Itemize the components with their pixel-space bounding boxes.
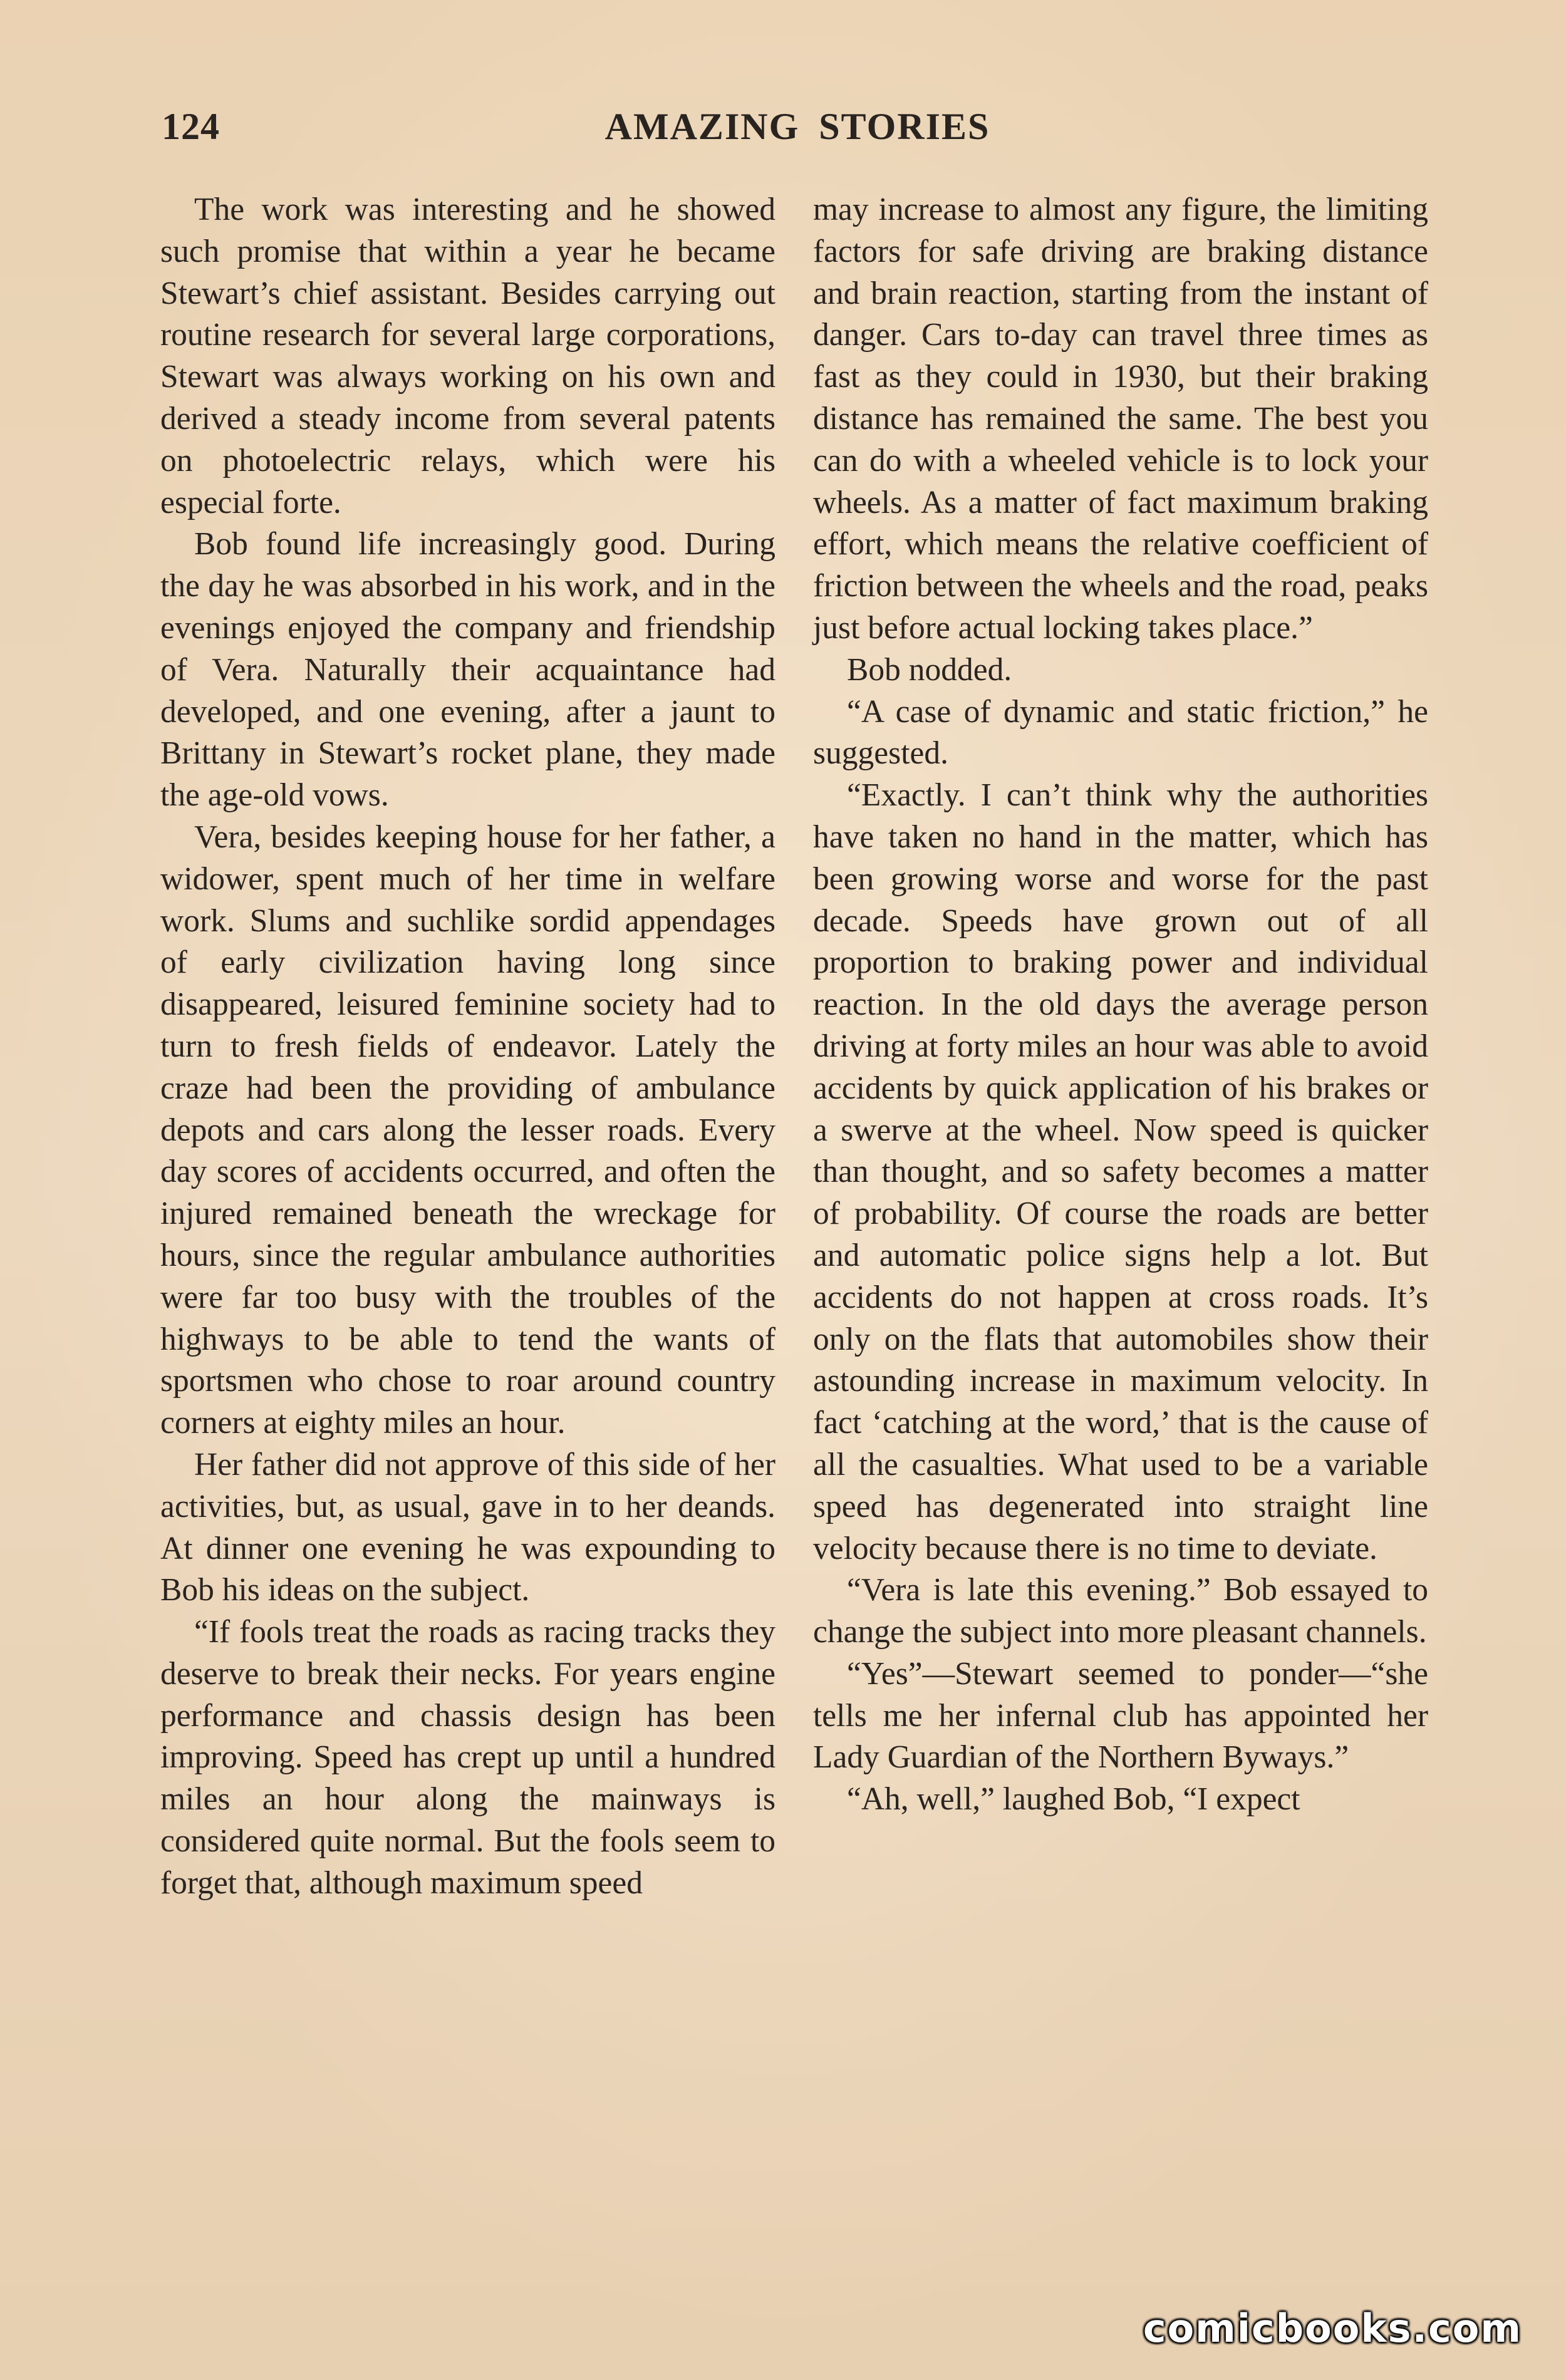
paragraph: Bob nodded.	[847, 651, 1012, 688]
paragraph: “Ah, well,” laughed Bob, “I expect	[847, 1781, 1300, 1818]
paragraph-continued: may increase to almost any figure, the limiting factors for safe driving are braking distance and brain reaction, starting from the instant of danger. Cars to-day can travel three times as fast as they could in 1930, but their braking distance has remained the same. The best you can do with a wheeled vehicle is to lock your wheels. As a matter of fact maximum braking effort, which means the relative coefficient of friction between the wheels and the road, peaks just before actual locking takes place.”	[813, 192, 1428, 646]
paragraph: The work was interesting and he showed such promise that within a year he became Stewart’s chief assistant. Besides carrying out routine research for several large corporations, Stewart was always working on his own and derived a steady income from several patents on photoelectric relays, which were his especial forte.	[160, 192, 775, 520]
paragraph: Bob found life increasingly good. During the day he was absorbed in his work, and in the evenings enjoyed the company and friendship of Vera. Naturally their acquaintance had developed, and one evening, after a jaunt to Brittany in Stewart’s rocket plane, they made the age-old vows.	[160, 526, 775, 814]
left-column	[160, 189, 775, 1905]
paragraph: Vera, besides keeping house for her father, a widower, spent much of her time in welfare work. Slums and suchlike sordid appendages of early civilization having long since disappeared, leisured feminine society had to turn to fresh fields of endeavor. Lately the craze had been the providing of ambulance depots and cars along the lesser roads. Every day scores of accidents occurred, and often the injured remained beneath the wreckage for hours, since the regular ambulance authorities were far too busy with the troubles of the highways to be able to tend the wants of sportsmen who chose to roar around country corners at eighty miles an hour.	[160, 819, 775, 1441]
running-title: AMAZING STORIES	[604, 106, 990, 147]
paragraph: “If fools treat the roads as racing tracks they deserve to break their necks. For years engine performance and chassis design has been improving. Speed has crept up until a hundred miles an hour along the mainways is considered quite normal. But the fools seem to forget that, although maximum speed	[160, 1614, 775, 1901]
page-number: 124	[162, 106, 220, 147]
page-header	[162, 105, 1433, 149]
paragraph: Her father did not approve of this side of her activities, but, as usual, gave in to her deands. At dinner one evening he was expounding to Bob his ideas on the subject.	[160, 1446, 775, 1608]
watermark: comicbooks.com	[1143, 2305, 1522, 2351]
right-column	[813, 189, 1428, 1821]
paragraph: “Exactly. I can’t think why the authorities have taken no hand in the matter, which has been growing worse and worse for the past decade. Speeds have grown out of all proportion to braking power and individual reaction. In the old days the average person driving at forty miles an hour was able to avoid accidents by quick application of his brakes or a swerve at the wheel. Now speed is quicker than thought, and so safety becomes a matter of probability. Of course the roads are better and automatic police signs help a lot. But accidents do not happen at cross roads. It’s only on the flats that automobiles show their astounding increase in maximum velocity. In fact ‘catching at the word,’ that is the cause of all the casualties. What used to be a variable speed has degenerated into straight line velocity because there is no time to deviate.	[813, 777, 1428, 1566]
paragraph: “Vera is late this evening.” Bob essayed to change the subject into more pleasant channels.	[813, 1572, 1428, 1650]
paragraph: “Yes”—Stewart seemed to ponder—“she tells me her infernal club has appointed her Lady Guardian of the Northern Byways.”	[813, 1655, 1428, 1776]
paragraph: “A case of dynamic and static friction,” he suggested.	[813, 693, 1428, 772]
